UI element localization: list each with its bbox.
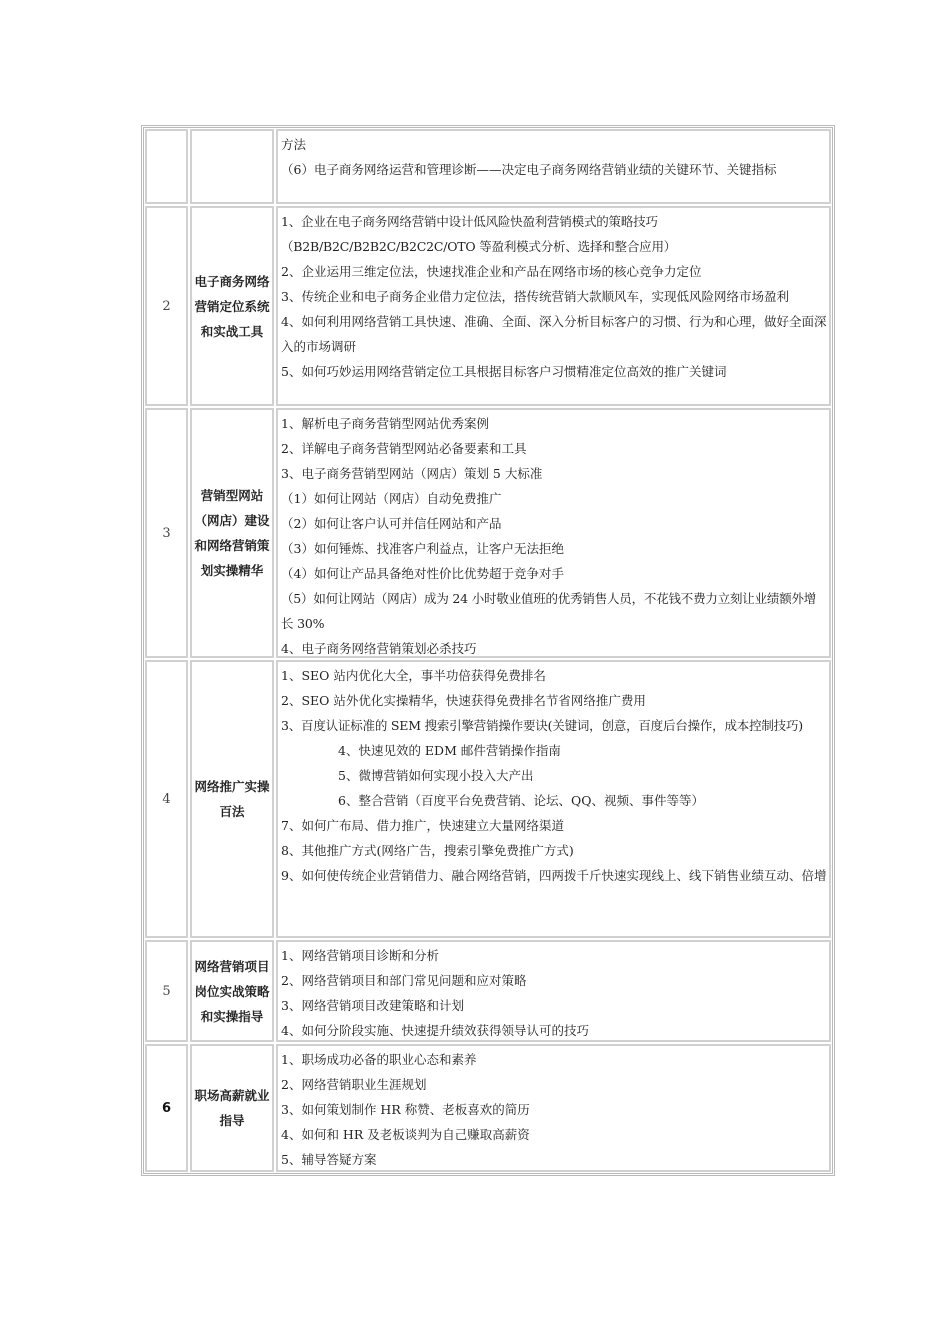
module-title: 职场高薪就业指导 <box>190 1044 274 1172</box>
row-number: 3 <box>145 408 188 658</box>
row-number: 5 <box>145 940 188 1042</box>
content-line: 1、解析电子商务营销型网站优秀案例 <box>281 416 489 431</box>
content-line: （2）如何让客户认可并信任网站和产品 <box>281 516 502 531</box>
content-line: 1、职场成功必备的职业心态和素养 <box>281 1052 477 1067</box>
table-row <box>145 1044 831 1172</box>
content-line: 4、电子商务网络营销策划必杀技巧 <box>281 641 477 656</box>
module-title: 电子商务网络营销定位系统和实战工具 <box>190 206 274 406</box>
content-line: 2、企业运用三维定位法，快速找准企业和产品在网络市场的核心竞争力定位 <box>281 264 702 279</box>
content-line: 5、如何巧妙运用网络营销定位工具根据目标客户习惯精准定位高效的推广关键词 <box>281 364 727 379</box>
module-content <box>276 206 831 406</box>
content-line: 2、网络营销职业生涯规划 <box>281 1077 427 1092</box>
content-line: 3、百度认证标准的 SEM 搜索引擎营销操作要诀(关键词，创意，百度后台操作，成本控制技巧) <box>281 718 803 733</box>
content-line: 1、网络营销项目诊断和分析 <box>281 948 439 963</box>
content-line: 2、SEO 站外优化实操精华，快速获得免费排名节省网络推广费用 <box>281 693 646 708</box>
content-line: 5、辅导答疑方案 <box>281 1152 377 1167</box>
row-number: 4 <box>145 660 188 938</box>
content-line: 3、传统企业和电子商务企业借力定位法，搭传统营销大款顺风车，实现低风险网络市场盈利 <box>281 289 789 304</box>
row-number: 6 <box>145 1044 188 1172</box>
row-number: 2 <box>145 206 188 406</box>
module-content <box>276 1044 831 1172</box>
row-number <box>145 129 188 204</box>
table-row <box>145 129 831 204</box>
content-line: （1）如何让网站（网店）自动免费推广 <box>281 491 502 506</box>
content-line: 方法 <box>281 137 307 152</box>
module-content <box>276 129 831 204</box>
module-title: 营销型网站（网店）建设和网络营销策划实操精华 <box>190 408 274 658</box>
course-table <box>141 125 835 1176</box>
content-line: 3、电子商务营销型网站（网店）策划 5 大标准 <box>281 466 543 481</box>
content-line: 3、如何策划制作 HR 称赞、老板喜欢的简历 <box>281 1102 530 1117</box>
content-line: 4、如何分阶段实施、快速提升绩效获得领导认可的技巧 <box>281 1023 589 1038</box>
content-line: 1、SEO 站内优化大全，事半功倍获得免费排名 <box>281 668 546 683</box>
module-title <box>190 129 274 204</box>
content-line: （4）如何让产品具备绝对性价比优势超于竞争对手 <box>281 566 564 581</box>
content-line: 5、微博营销如何实现小投入大产出 <box>338 768 534 783</box>
content-line: 6、整合营销（百度平台免费营销、论坛、QQ、视频、事件等等） <box>338 793 704 808</box>
content-line: 4、快速见效的 EDM 邮件营销操作指南 <box>338 743 561 758</box>
content-line: 2、详解电子商务营销型网站必备要素和工具 <box>281 441 527 456</box>
content-line: 4、如何和 HR 及老板谈判为自己赚取高薪资 <box>281 1127 530 1142</box>
content-line: 3、网络营销项目改建策略和计划 <box>281 998 464 1013</box>
module-title: 网络推广实操百法 <box>190 660 274 938</box>
content-line: （3）如何锤炼、找准客户利益点，让客户无法拒绝 <box>281 541 564 556</box>
table-row <box>145 660 831 938</box>
content-line: 9、如何使传统企业营销借力、融合网络营销，四两拨千斤快速实现线上、线下销售业绩互动、倍增 <box>281 868 827 883</box>
module-content <box>276 940 831 1042</box>
table-row <box>145 408 831 658</box>
content-line: 2、网络营销项目和部门常见问题和应对策略 <box>281 973 527 988</box>
table-row <box>145 206 831 406</box>
content-line: 4、如何利用网络营销工具快速、准确、全面、深入分析目标客户的习惯、行为和心理，做好全面深入的市场调研 <box>281 314 827 354</box>
content-line: 1、企业在电子商务网络营销中设计低风险快盈利营销模式的策略技巧（B2B/B2C/B2B2C/B2C2C/OTO 等盈利模式分析、选择和整合应用） <box>281 214 677 254</box>
table-row <box>145 940 831 1042</box>
module-content <box>276 660 831 938</box>
content-line: （5）如何让网站（网店）成为 24 小时敬业值班的优秀销售人员，不花钱不费力立刻让业绩额外增长 30% <box>281 591 817 631</box>
content-line: 8、其他推广方式(网络广告，搜索引擎免费推广方式) <box>281 843 574 858</box>
content-line: 7、如何广布局、借力推广，快速建立大量网络渠道 <box>281 818 564 833</box>
content-line: （6）电子商务网络运营和管理诊断——决定电子商务网络营销业绩的关键环节、关键指标 <box>281 162 777 177</box>
module-title: 网络营销项目岗位实战策略和实操指导 <box>190 940 274 1042</box>
module-content <box>276 408 831 658</box>
